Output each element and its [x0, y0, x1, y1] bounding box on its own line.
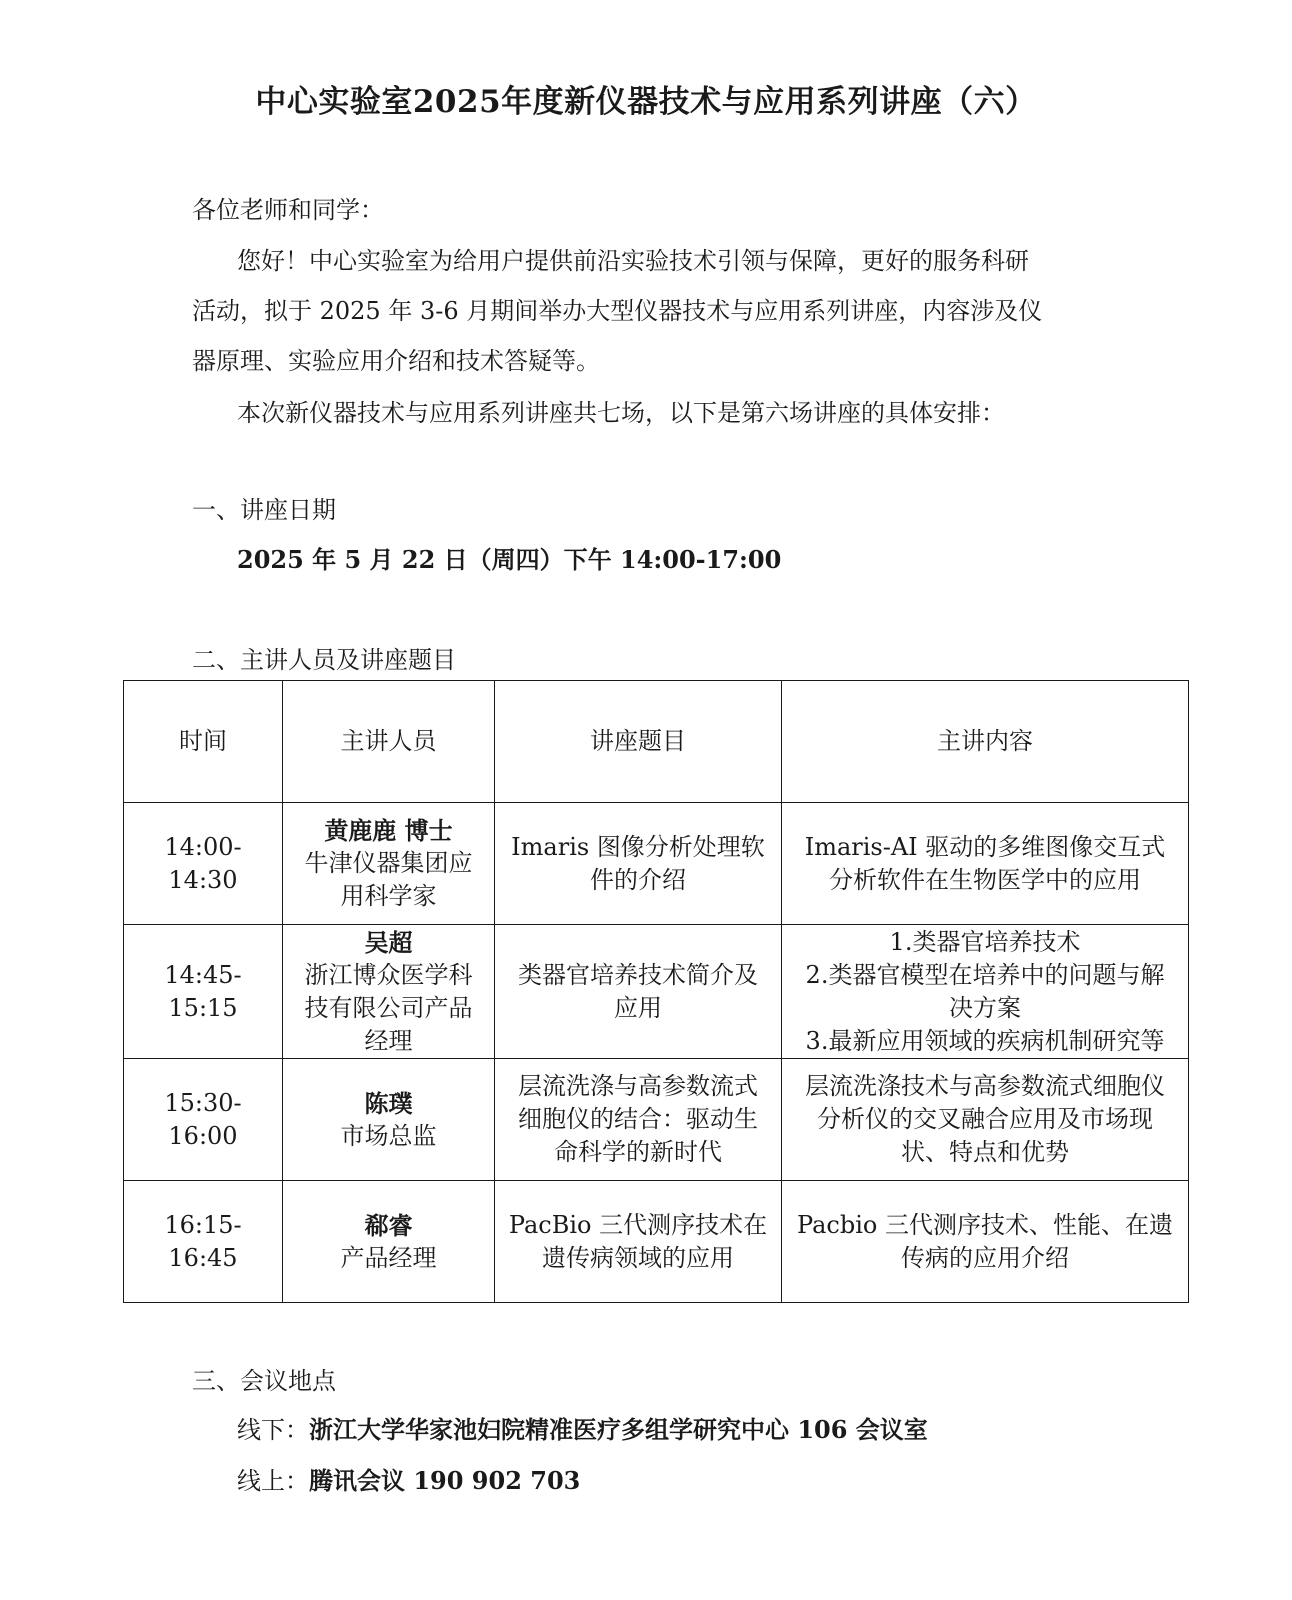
time-cell: 14:45-15:15 — [124, 925, 283, 1059]
section2-heading: 二、主讲人员及讲座题目 — [192, 646, 456, 674]
speaker-role-line: 产品经理 — [340, 1243, 437, 1272]
speaker-role-line: 浙江博众医学科 — [304, 960, 473, 989]
header-speaker: 主讲人员 — [283, 681, 495, 803]
topic-line: 细胞仪的结合：驱动生 — [518, 1105, 758, 1133]
topic-line: 命科学的新时代 — [554, 1138, 722, 1166]
header-time: 时间 — [124, 681, 283, 803]
speaker-cell — [283, 1059, 495, 1181]
offline-value: 浙江大学华家池妇院精准医疗多组学研究中心 106 会议室 — [309, 1415, 928, 1444]
intro-line-4: 本次新仪器技术与应用系列讲座共七场，以下是第六场讲座的具体安排： — [237, 399, 1005, 427]
speaker-role-line: 经理 — [364, 1026, 413, 1055]
speaker-name: 陈璞 — [364, 1088, 413, 1118]
table-row — [124, 1181, 1189, 1303]
topic-line: Imaris 图像分析处理软 — [511, 832, 765, 861]
content-line: 分析软件在生物医学中的应用 — [829, 865, 1141, 894]
speaker-name: 郗睿 — [364, 1210, 413, 1240]
topic-cell — [495, 803, 782, 925]
content-line: 决方案 — [949, 993, 1021, 1022]
section1-heading: 一、讲座日期 — [192, 496, 336, 524]
lecture-date: 2025 年 5 月 22 日（周四）下午 14:00-17:00 — [237, 545, 782, 574]
topic-line: 类器官培养技术简介及 — [518, 960, 758, 989]
time-cell: 16:15-16:45 — [124, 1181, 283, 1303]
topic-cell — [495, 1059, 782, 1181]
header-content: 主讲内容 — [782, 681, 1189, 803]
content-line: 传病的应用介绍 — [901, 1243, 1069, 1272]
schedule-table — [123, 680, 1189, 1303]
intro-line-1: 您好！中心实验室为给用户提供前沿实验技术引领与保障，更好的服务科研 — [237, 247, 1029, 275]
greeting: 各位老师和同学： — [192, 196, 384, 224]
table-header-row — [124, 681, 1189, 803]
content-line: 层流洗涤技术与高参数流式细胞仪 — [805, 1072, 1165, 1100]
table-row — [124, 803, 1189, 925]
content-line: Pacbio 三代测序技术、性能、在遗 — [797, 1210, 1173, 1239]
speaker-cell — [283, 803, 495, 925]
offline-label: 线下： — [237, 1416, 309, 1444]
topic-line: 件的介绍 — [590, 865, 686, 894]
content-line: 2.类器官模型在培养中的问题与解 — [805, 960, 1165, 989]
online-location — [237, 1461, 580, 1496]
content-line: 1.类器官培养技术 — [889, 927, 1081, 956]
topic-cell — [495, 925, 782, 1059]
page-title: 中心实验室2025年度新仪器技术与应用系列讲座（六） — [255, 84, 1037, 120]
topic-line: 层流洗涤与高参数流式 — [518, 1072, 758, 1100]
speaker-cell — [283, 1181, 495, 1303]
topic-cell — [495, 1181, 782, 1303]
speaker-role-line: 技有限公司产品 — [304, 993, 473, 1022]
content-cell — [782, 803, 1189, 925]
online-value: 腾讯会议 190 902 703 — [309, 1466, 581, 1495]
content-line: 状、特点和优势 — [901, 1138, 1069, 1166]
offline-location — [237, 1410, 928, 1445]
speaker-cell — [283, 925, 495, 1059]
content-cell — [782, 1181, 1189, 1303]
topic-line: PacBio 三代测序技术在 — [508, 1210, 768, 1239]
topic-line: 遗传病领域的应用 — [542, 1243, 734, 1272]
speaker-name: 黄鹿鹿 博士 — [324, 816, 453, 845]
speaker-role-line: 市场总监 — [340, 1121, 437, 1150]
content-line: Imaris-AI 驱动的多维图像交互式 — [804, 832, 1166, 861]
table-row — [124, 925, 1189, 1059]
content-cell — [782, 925, 1189, 1059]
content-line: 3.最新应用领域的疾病机制研究等 — [805, 1026, 1165, 1055]
header-topic: 讲座题目 — [495, 681, 782, 803]
content-line: 分析仪的交叉融合应用及市场现 — [817, 1105, 1153, 1133]
time-cell: 14:00-14:30 — [124, 803, 283, 925]
speaker-role-line: 用科学家 — [340, 882, 437, 910]
section3-heading: 三、会议地点 — [192, 1367, 336, 1395]
time-cell: 15:30-16:00 — [124, 1059, 283, 1181]
speaker-role-line: 牛津仪器集团应 — [304, 849, 473, 877]
intro-line-3: 器原理、实验应用介绍和技术答疑等。 — [192, 347, 600, 375]
online-label: 线上： — [237, 1467, 309, 1495]
topic-line: 应用 — [614, 993, 662, 1022]
table-row — [124, 1059, 1189, 1181]
content-cell — [782, 1059, 1189, 1181]
speaker-name: 吴超 — [364, 927, 413, 957]
intro-line-2: 活动，拟于 2025 年 3-6 月期间举办大型仪器技术与应用系列讲座，内容涉及仪 — [192, 297, 1043, 325]
